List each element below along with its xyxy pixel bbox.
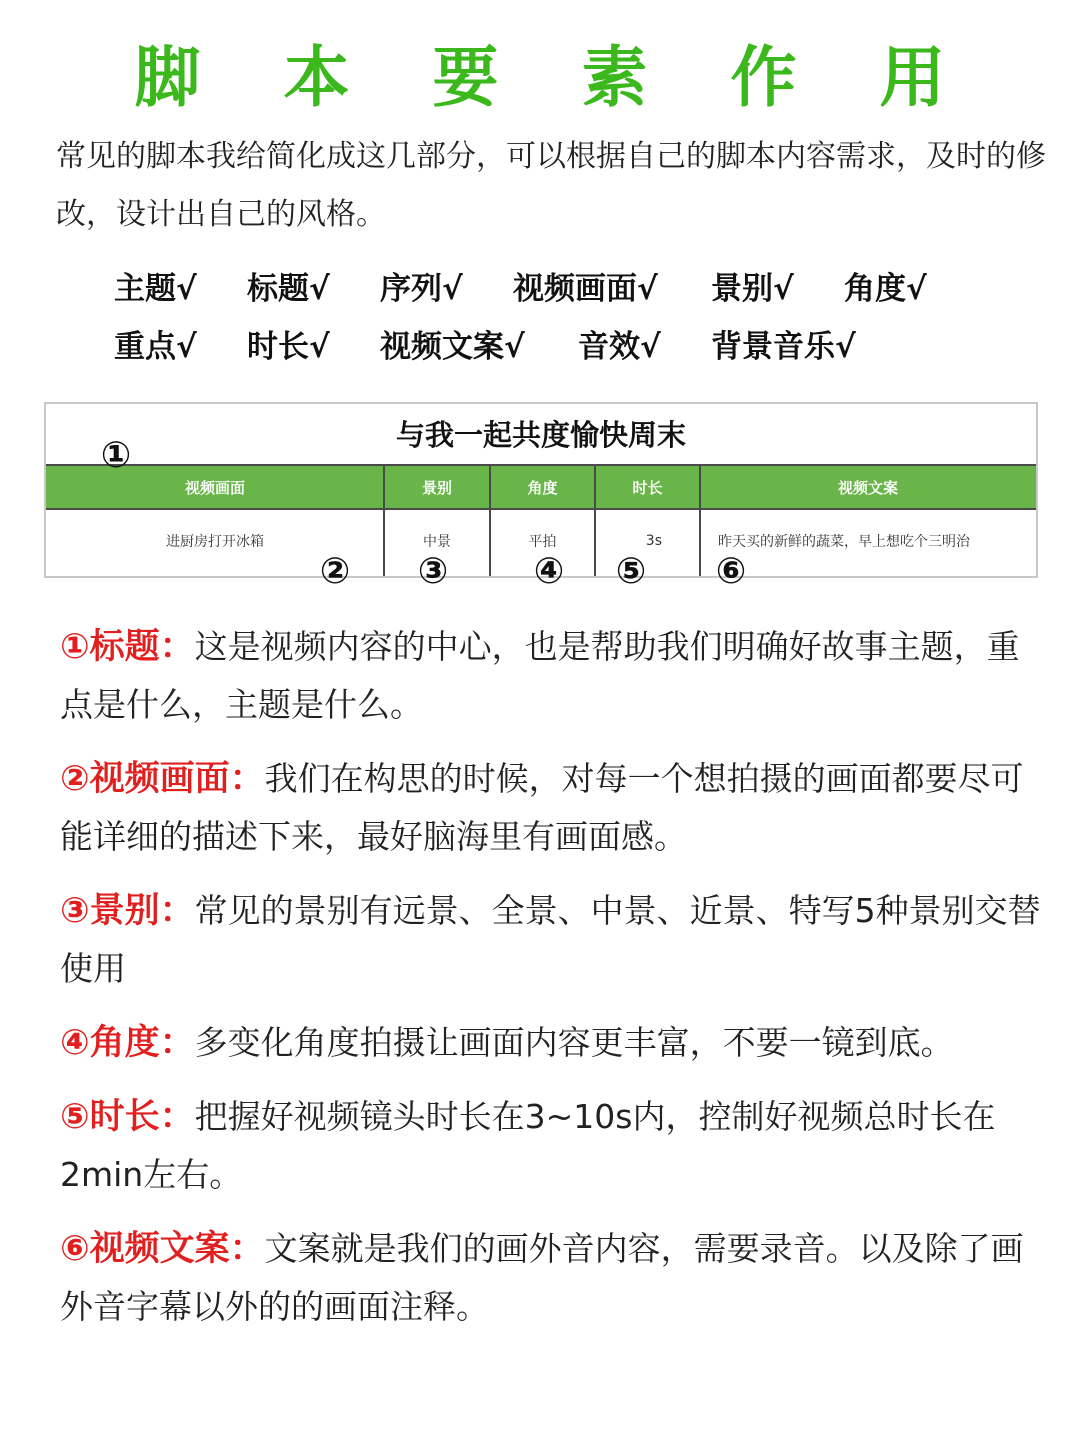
marker-4: ④ [533,551,565,592]
table-cell: 平拍 [528,534,557,550]
section-copy [60,1220,1045,1336]
section-title [60,618,1045,734]
section-label: ②视频画面： [60,759,265,799]
element-item: 序列√ [380,270,463,307]
section-angle [60,1014,1045,1072]
page-title: 脚 本 要 素 作 用 [134,39,976,116]
section-label: ③景别： [60,891,195,931]
marker-1: ① [100,435,132,476]
script-table-example [44,402,1038,592]
element-item: 音效√ [578,328,661,365]
table-header-row [46,464,1036,510]
section-text: 我们在构思的时候，对每一个想拍摄的画面都要尽可能详细的描述下来，最好脑海里有画面感。 [60,759,1024,856]
element-item: 视频画面√ [513,270,658,307]
column-divider [489,464,491,576]
table-header-cell: 视频文案 [837,478,898,497]
element-item: 景别√ [711,270,794,307]
table-header-cell: 视频画面 [184,478,245,497]
column-divider [699,464,701,576]
section-label: ⑥视频文案： [60,1229,265,1269]
element-item: 主题√ [114,270,197,307]
marker-5: ⑤ [615,551,647,592]
section-text: 把握好视频镜头时长在3~10s内，控制好视频总时长在2min左右。 [60,1097,996,1194]
element-item: 背景音乐√ [711,328,856,365]
element-item: 角度√ [844,270,927,307]
marker-6: ⑥ [715,551,747,592]
column-divider [594,464,596,576]
table-cell: 中景 [423,534,451,550]
element-item: 重点√ [114,328,197,365]
element-item: 标题√ [247,270,330,307]
table-header-cell: 角度 [527,478,558,497]
table-cell: 进厨房打开冰箱 [166,534,264,550]
table-header-cell: 时长 [632,478,663,497]
table-cell: 3s [645,533,662,549]
section-text: 文案就是我们的画外音内容，需要录音。以及除了画外音字幕以外的的画面注释。 [60,1229,1024,1326]
intro-paragraph: 常见的脚本我给简化成这几部分，可以根据自己的脚本内容需求，及时的修改，设计出自己的风格。 [56,139,1046,232]
section-label: ④角度： [60,1023,195,1063]
section-shot-size [60,882,1045,998]
marker-3: ③ [417,551,449,592]
section-duration [60,1088,1045,1204]
section-video-frame [60,750,1045,866]
section-text: 这是视频内容的中心，也是帮助我们明确好故事主题，重点是什么，主题是什么。 [60,627,1020,724]
section-text: 常见的景别有远景、全景、中景、近景、特写5种景别交替使用 [60,891,1041,988]
section-label: ①标题： [60,627,195,667]
section-label: ⑤时长： [60,1097,195,1137]
elements-row-2 [114,314,1014,372]
elements-row-1 [114,256,1014,314]
table-caption: 与我一起共度愉快周末 [395,418,686,452]
element-item: 视频文案√ [380,328,525,365]
section-text: 多变化角度拍摄让画面内容更丰富，不要一镜到底。 [194,1023,954,1062]
script-elements-list [114,256,1014,372]
table-header-cell: 景别 [421,478,452,497]
element-item: 时长√ [247,328,330,365]
column-divider [383,464,385,576]
table-cell: 昨天买的新鲜的蔬菜，早上想吃个三明治 [718,534,970,550]
marker-2: ② [319,551,351,592]
explanation-sections [60,618,1045,1352]
